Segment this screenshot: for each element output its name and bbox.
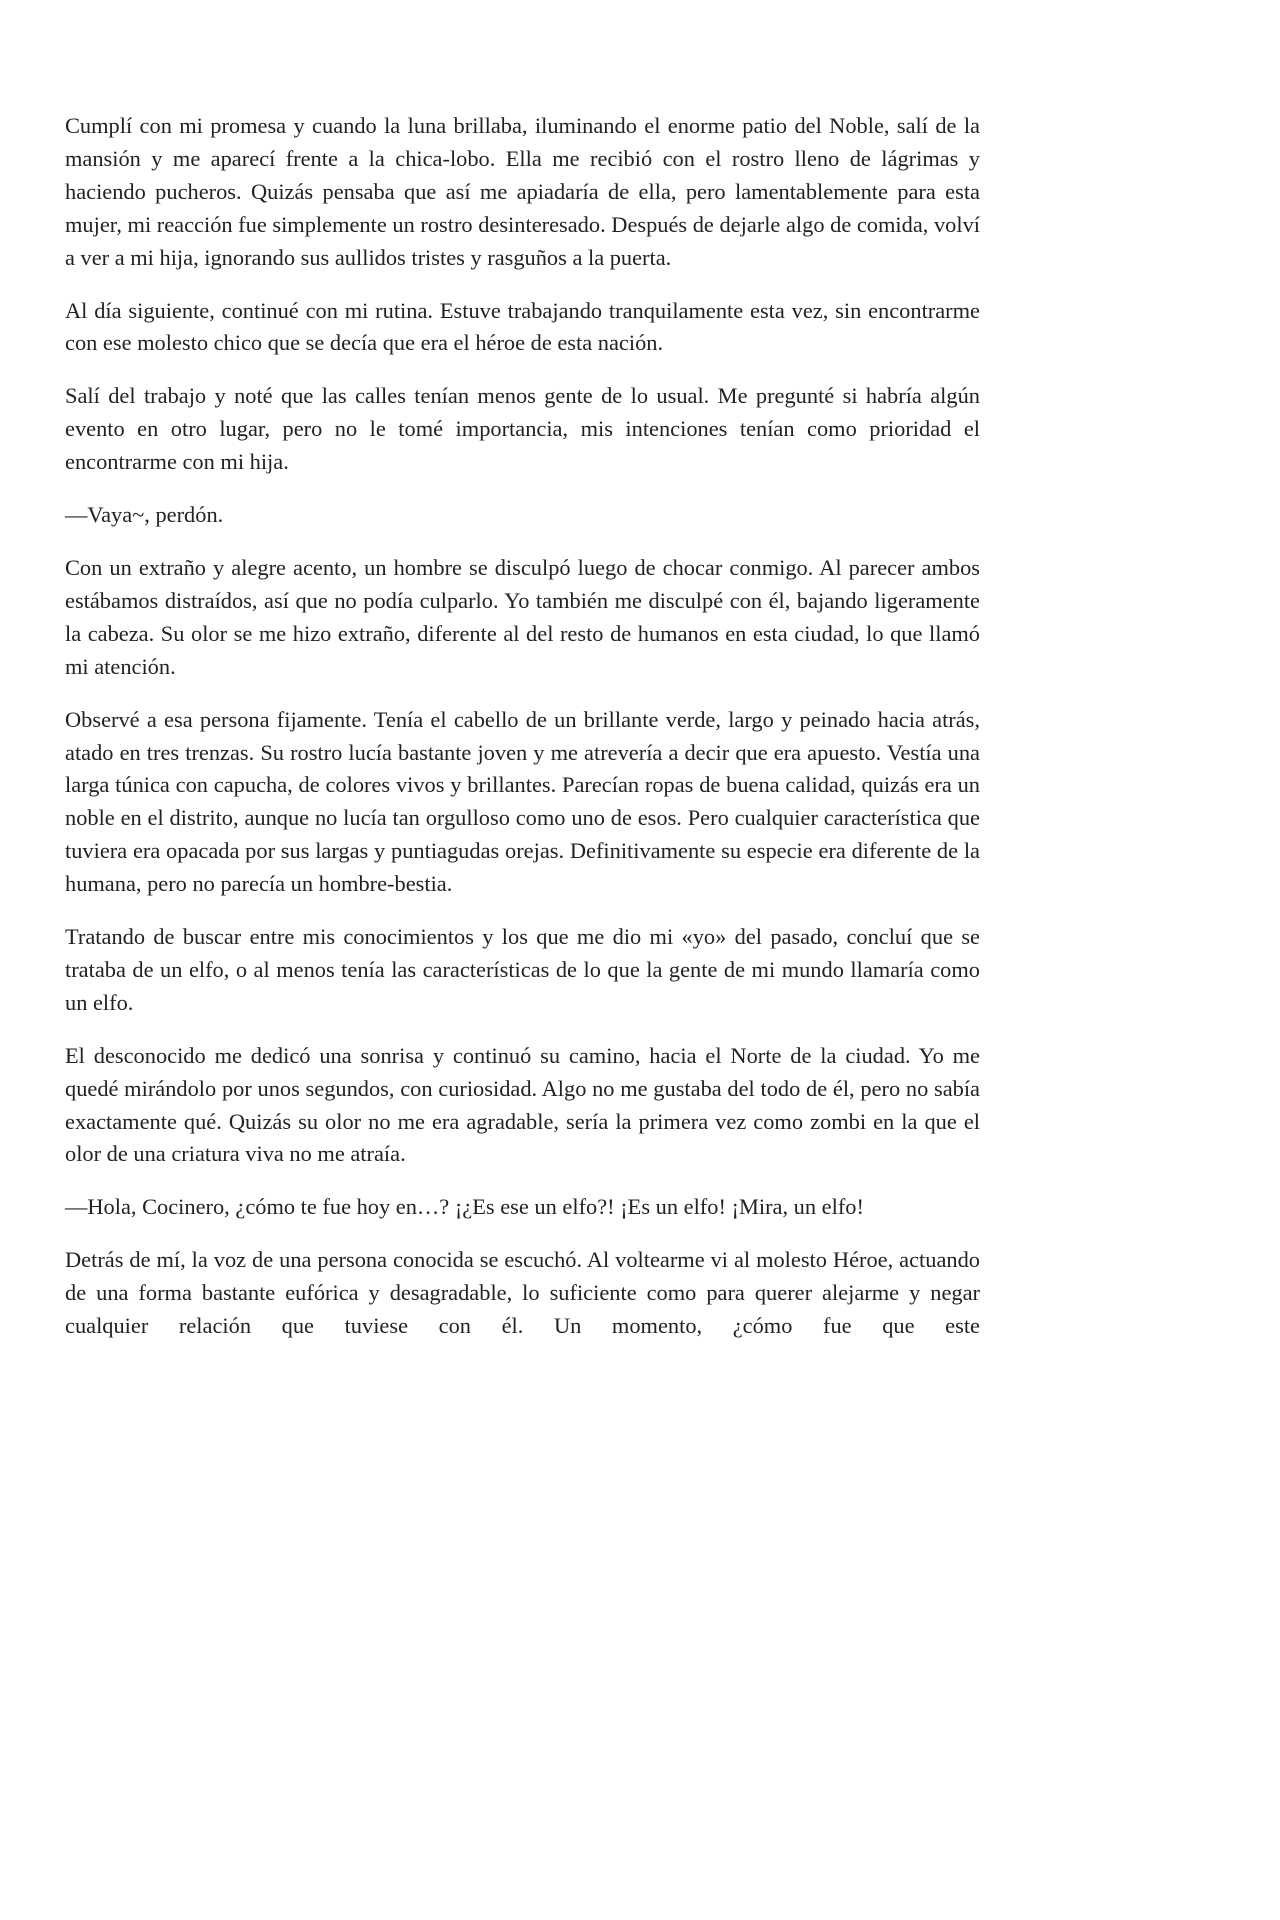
paragraph: Tratando de buscar entre mis conocimientos y los que me dio mi «yo» del pasado, concluí que se trataba de un elfo, o al menos tenía las características de lo que la gente de mi mundo llamaría como un elfo.	[65, 924, 980, 1015]
paragraph: Al día siguiente, continué con mi rutina. Estuve trabajando tranquilamente esta vez, sin encontrarme con ese molesto chico que se decía que era el héroe de esta nación.	[65, 297, 980, 356]
paragraph: El desconocido me dedicó una sonrisa y continuó su camino, hacia el Norte de la ciudad. Yo me quedé mirándolo por unos segundos, con curiosidad. Algo no me gustaba del todo de él, pero no sabía exactamente qué. Quizás su olor no me era agradable, sería la primera vez como zombi en la que el olor de una criatura viva no me atraía.	[65, 1042, 980, 1167]
dialogue-line: —Vaya~, perdón.	[65, 502, 224, 528]
dialogue-line: —Hola, Cocinero, ¿cómo te fue hoy en…? ¡¿Es ese un elfo?! ¡Es un elfo! ¡Mira, un elfo!	[65, 1194, 864, 1220]
page-body	[65, 110, 980, 1343]
paragraph: Con un extraño y alegre acento, un hombre se disculpó luego de chocar conmigo. Al parecer ambos estábamos distraídos, así que no podía culparlo. Yo también me disculpé con él, bajando ligeramente la cabeza. Su olor se me hizo extraño, diferente al del resto de humanos en esta ciudad, lo que llamó mi atención.	[65, 554, 980, 679]
paragraph: Cumplí con mi promesa y cuando la luna brillaba, iluminando el enorme patio del Noble, salí de la mansión y me aparecí frente a la chica-lobo. Ella me recibió con el rostro lleno de lágrimas y haciendo pucheros. Quizás pensaba que así me apiadaría de ella, pero lamentablemente para esta mujer, mi reacción fue simplemente un rostro desinteresado. Después de dejarle algo de comida, volví a ver a mi hija, ignorando sus aullidos tristes y rasguños a la puerta.	[65, 113, 980, 270]
paragraph: Observé a esa persona fijamente. Tenía el cabello de un brillante verde, largo y peinado hacia atrás, atado en tres trenzas. Su rostro lucía bastante joven y me atrevería a decir que era apuesto. Vestía una larga túnica con capucha, de colores vivos y brillantes. Parecían ropas de buena calidad, quizás era un noble en el distrito, aunque no lucía tan orgulloso como uno de esos. Pero cualquier característica que tuviera era opacada por sus largas y puntiagudas orejas. Definitivamente su especie era diferente de la humana, pero no parecía un hombre-bestia.	[65, 706, 980, 897]
paragraph: Salí del trabajo y noté que las calles tenían menos gente de lo usual. Me pregunté si habría algún evento en otro lugar, pero no le tomé importancia, mis intenciones tenían como prioridad el encontrarme con mi hija.	[65, 383, 980, 475]
paragraph-continued: Detrás de mí, la voz de una persona conocida se escuchó. Al voltearme vi al molesto Héroe, actuando de una forma bastante eufórica y desagradable, lo suficiente como para querer alejarme y negar cualquier relación que tuviese con él. Un momento, ¿cómo fue que este	[65, 1247, 980, 1339]
